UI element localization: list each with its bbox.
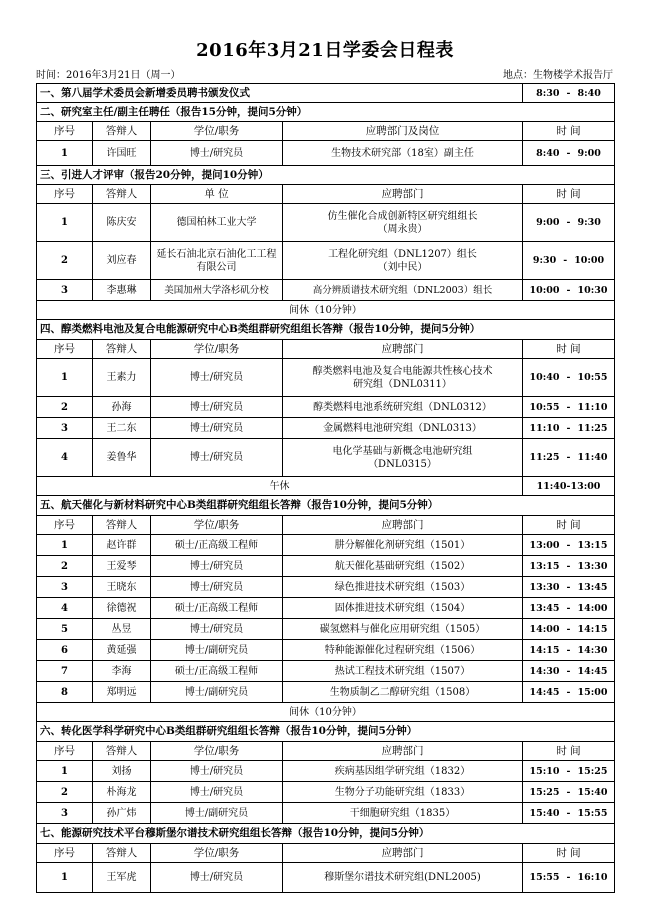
col-header: 时 间: [523, 844, 615, 863]
department: 碳氢燃料与催化应用研究组（1505）: [283, 619, 523, 640]
table-row: [37, 397, 615, 418]
section-title: 二、研究室主任/副主任聘任（报告15分钟，提问5分钟）: [37, 103, 615, 122]
table-row: [37, 204, 615, 242]
time-end: 15:00: [577, 686, 608, 698]
col-header: 时 间: [523, 185, 615, 204]
time-cell: 13:15 - 13:30: [523, 556, 615, 577]
table-row: [37, 640, 615, 661]
department: 金属燃料电池研究组（DNL0313）: [283, 418, 523, 439]
row-number: 5: [37, 619, 93, 640]
candidate-name: 郑明远: [93, 682, 151, 703]
time-start: 8:30: [536, 87, 560, 99]
department: 热试工程技术研究组（1507）: [283, 661, 523, 682]
time-end: 11:25: [577, 422, 608, 434]
time-cell: 11:10 - 11:25: [523, 418, 615, 439]
department-line-1: 工程化研究组（DNL1207）组长: [328, 248, 477, 260]
col-header: 序号: [37, 122, 93, 141]
col-header: 应聘部门: [283, 516, 523, 535]
time-start: 10:00: [529, 284, 560, 296]
time-end: 11:40: [577, 452, 608, 463]
row-number: 2: [37, 242, 93, 280]
unit: 美国加州大学洛杉矶分校: [151, 280, 283, 301]
time-start: 11:25: [529, 452, 560, 463]
time-end: 13:15: [577, 539, 608, 551]
degree-title: 博士/研究员: [151, 782, 283, 803]
col-header: 时 间: [523, 742, 615, 761]
break-label: 间休（10分钟）: [37, 703, 615, 722]
table-row: [37, 682, 615, 703]
row-number: 1: [37, 141, 93, 166]
col-header: 学位/职务: [151, 742, 283, 761]
time-end: 10:55: [577, 372, 608, 383]
time-end: 14:00: [577, 602, 608, 614]
degree-title: 博士/研究员: [151, 863, 283, 893]
candidate-name: 许国旺: [93, 141, 151, 166]
degree-title: 博士/研究员: [151, 619, 283, 640]
candidate-name: 王军虎: [93, 863, 151, 893]
break-time: 11:40-13:00: [523, 477, 615, 496]
section-title: 一、第八届学术委员会新增委员聘书颁发仪式: [37, 84, 523, 103]
table-row: [37, 863, 615, 893]
row-number: 3: [37, 803, 93, 824]
table-row: [37, 782, 615, 803]
header-row: [37, 844, 615, 863]
time-start: 14:15: [529, 644, 560, 656]
candidate-name: 丛昱: [93, 619, 151, 640]
degree-title: 博士/副研究员: [151, 640, 283, 661]
table-row: [37, 359, 615, 397]
candidate-name: 王素力: [93, 359, 151, 397]
department-line-1: 醇类燃料电池及复合电能源共性核心技术: [312, 365, 493, 377]
col-header: 应聘部门: [283, 742, 523, 761]
degree-title: 博士/研究员: [151, 577, 283, 598]
table-row: [37, 439, 615, 477]
time-cell: 14:30 - 14:45: [523, 661, 615, 682]
table-row: [37, 535, 615, 556]
header-row: [37, 340, 615, 359]
table-row: [37, 418, 615, 439]
col-header: 学位/职务: [151, 340, 283, 359]
unit: 德国柏林工业大学: [151, 204, 283, 242]
department: 生物分子功能研究组（1833）: [283, 782, 523, 803]
col-header: 答辩人: [93, 185, 151, 204]
header-row: [37, 742, 615, 761]
candidate-name: 王晓东: [93, 577, 151, 598]
time-end: 8:40: [577, 87, 601, 99]
department: 特种能源催化过程研究组（1506）: [283, 640, 523, 661]
time-end: 15:55: [577, 807, 608, 819]
section-5-row: [37, 496, 615, 516]
row-number: 4: [37, 598, 93, 619]
break-label: 午休: [37, 477, 523, 496]
department: 肼分解催化剂研究组（1501）: [283, 535, 523, 556]
time-start: 14:45: [529, 686, 560, 698]
time-end: 15:40: [577, 786, 608, 798]
row-number: 1: [37, 761, 93, 782]
time-cell: 15:10 - 15:25: [523, 761, 615, 782]
time-end: 14:15: [577, 623, 608, 635]
row-number: 4: [37, 439, 93, 477]
break-row: [37, 477, 615, 496]
degree-title: 博士/副研究员: [151, 682, 283, 703]
col-header: 学位/职务: [151, 844, 283, 863]
degree-title: 硕士/正高级工程师: [151, 535, 283, 556]
row-number: 8: [37, 682, 93, 703]
degree-title: 硕士/正高级工程师: [151, 598, 283, 619]
col-header: 时 间: [523, 516, 615, 535]
col-header: 答辩人: [93, 340, 151, 359]
col-header: 学位/职务: [151, 516, 283, 535]
time-end: 16:10: [577, 872, 608, 883]
break-row: [37, 301, 615, 320]
col-header: 单 位: [151, 185, 283, 204]
section-6-row: [37, 722, 615, 742]
department: 高分辨质谱技术研究组（DNL2003）组长: [283, 280, 523, 301]
page-title: 2016年3月21日学委会日程表: [196, 40, 454, 61]
time-cell: 8:30 - 8:40: [523, 84, 615, 103]
degree-title: 博士/研究员: [151, 359, 283, 397]
time-start: 10:40: [529, 372, 560, 383]
candidate-name: 王爱琴: [93, 556, 151, 577]
time-start: 15:25: [529, 786, 560, 798]
candidate-name: 刘扬: [93, 761, 151, 782]
degree-title: 硕士/正高级工程师: [151, 661, 283, 682]
degree-title: 博士/副研究员: [151, 803, 283, 824]
table-row: [37, 556, 615, 577]
department-line-2: （DNL0315）: [368, 458, 437, 470]
time-cell: 14:45 - 15:00: [523, 682, 615, 703]
time-end: 13:30: [577, 560, 608, 572]
time-cell: 13:45 - 14:00: [523, 598, 615, 619]
col-header: 应聘部门: [283, 844, 523, 863]
department-line-1: 仿生催化合成创新特区研究组组长: [327, 210, 478, 222]
time-cell: 14:00 - 14:15: [523, 619, 615, 640]
candidate-name: 刘应春: [93, 242, 151, 280]
unit: 延长石油北京石油化工工程有限公司: [151, 242, 283, 280]
candidate-name: 陈庆安: [93, 204, 151, 242]
table-row: [37, 619, 615, 640]
col-header: 序号: [37, 516, 93, 535]
time-cell: 15:25 - 15:40: [523, 782, 615, 803]
department: 生物质制乙二醇研究组（1508）: [283, 682, 523, 703]
department: 生物技术研究部（18室）副主任: [283, 141, 523, 166]
table-row: [37, 141, 615, 166]
time-end: 14:45: [577, 665, 608, 677]
degree-title: 博士/研究员: [151, 556, 283, 577]
schedule-table: [36, 83, 615, 893]
table-row: [37, 280, 615, 301]
table-row: [37, 577, 615, 598]
time-start: 9:30: [532, 255, 557, 266]
degree-title: 博士/研究员: [151, 418, 283, 439]
candidate-name: 李惠琳: [93, 280, 151, 301]
time-end: 11:10: [577, 401, 608, 413]
col-header: 序号: [37, 844, 93, 863]
col-header: 答辩人: [93, 844, 151, 863]
time-cell: 10:00 - 10:30: [523, 280, 615, 301]
meeting-date: 时间：2016年3月21日（周一）: [36, 70, 181, 81]
row-number: 2: [37, 556, 93, 577]
time-start: 8:40: [536, 147, 560, 159]
candidate-name: 徐德祝: [93, 598, 151, 619]
department: 干细胞研究组（1835）: [283, 803, 523, 824]
time-cell: 9:30 - 10:00: [523, 242, 615, 280]
row-number: 3: [37, 577, 93, 598]
header-row: [37, 122, 615, 141]
time-start: 14:00: [529, 623, 560, 635]
section-3-row: [37, 166, 615, 185]
department: 航天催化基础研究组（1502）: [283, 556, 523, 577]
degree-title: 博士/研究员: [151, 761, 283, 782]
candidate-name: 孙海: [93, 397, 151, 418]
table-row: [37, 661, 615, 682]
col-header: 应聘部门: [283, 185, 523, 204]
section-title: 三、引进人才评审（报告20分钟，提问10分钟）: [37, 166, 615, 185]
department: 醇类燃料电池系统研究组（DNL0312）: [283, 397, 523, 418]
col-header: 答辩人: [93, 122, 151, 141]
table-row: [37, 598, 615, 619]
col-header: 时 间: [523, 340, 615, 359]
department: [283, 439, 523, 477]
time-end: 10:00: [574, 255, 605, 266]
time-end: 9:30: [577, 217, 601, 228]
candidate-name: 朴海龙: [93, 782, 151, 803]
time-cell: 15:55 - 16:10: [523, 863, 615, 893]
time-start: 15:40: [529, 807, 560, 819]
time-cell: 13:30 - 13:45: [523, 577, 615, 598]
header-row: [37, 516, 615, 535]
col-header: 序号: [37, 742, 93, 761]
department-line-2: （周永贵）: [377, 223, 428, 235]
row-number: 3: [37, 418, 93, 439]
col-header: 答辩人: [93, 742, 151, 761]
col-header: 序号: [37, 185, 93, 204]
time-cell: 10:55 - 11:10: [523, 397, 615, 418]
candidate-name: 黄延强: [93, 640, 151, 661]
break-label: 间休（10分钟）: [37, 301, 615, 320]
col-header: 应聘部门: [283, 340, 523, 359]
time-end: 9:00: [577, 147, 601, 159]
section-title: 七、能源研究技术平台穆斯堡尔谱技术研究组组长答辩（报告10分钟，提问5分钟）: [37, 824, 615, 844]
section-2-row: [37, 103, 615, 122]
break-row: [37, 703, 615, 722]
department: [283, 204, 523, 242]
time-start: 15:10: [529, 765, 560, 777]
department-line-2: 研究组（DNL0311）: [353, 378, 452, 390]
row-number: 3: [37, 280, 93, 301]
row-number: 2: [37, 782, 93, 803]
time-cell: 8:40 - 9:00: [523, 141, 615, 166]
time-cell: 11:25 - 11:40: [523, 439, 615, 477]
time-start: 11:10: [529, 422, 560, 434]
col-header: 答辩人: [93, 516, 151, 535]
row-number: 7: [37, 661, 93, 682]
col-header: 时 间: [523, 122, 615, 141]
col-header: 序号: [37, 340, 93, 359]
schedule-body: [37, 84, 615, 893]
time-start: 13:45: [529, 602, 560, 614]
candidate-name: 王二东: [93, 418, 151, 439]
time-end: 15:25: [577, 765, 608, 777]
row-number: 6: [37, 640, 93, 661]
department: [283, 242, 523, 280]
time-cell: 15:40 - 15:55: [523, 803, 615, 824]
table-row: [37, 761, 615, 782]
section-4-row: [37, 320, 615, 340]
section-title: 六、转化医学科学研究中心B类组群研究组组长答辩（报告10分钟，提问5分钟）: [37, 722, 615, 742]
time-cell: 13:00 - 13:15: [523, 535, 615, 556]
time-start: 13:15: [529, 560, 560, 572]
time-start: 13:30: [529, 581, 560, 593]
department: 绿色推进技术研究组（1503）: [283, 577, 523, 598]
department-line-1: 电化学基础与新概念电池研究组: [332, 445, 473, 457]
time-start: 13:00: [529, 539, 560, 551]
degree-title: 博士/研究员: [151, 141, 283, 166]
department: 穆斯堡尔谱技术研究组(DNL2005): [283, 863, 523, 893]
table-row: [37, 242, 615, 280]
header-row: [37, 185, 615, 204]
department: 疾病基因组学研究组（1832）: [283, 761, 523, 782]
time-end: 14:30: [577, 644, 608, 656]
time-start: 10:55: [529, 401, 560, 413]
time-start: 9:00: [536, 217, 560, 228]
row-number: 1: [37, 204, 93, 242]
col-header: 应聘部门及岗位: [283, 122, 523, 141]
time-cell: 14:15 - 14:30: [523, 640, 615, 661]
row-number: 2: [37, 397, 93, 418]
time-end: 10:30: [577, 284, 608, 296]
col-header: 学位/职务: [151, 122, 283, 141]
degree-title: 博士/研究员: [151, 439, 283, 477]
department: [283, 359, 523, 397]
time-end: 13:45: [577, 581, 608, 593]
row-number: 1: [37, 359, 93, 397]
section-7-row: [37, 824, 615, 844]
candidate-name: 赵许群: [93, 535, 151, 556]
section-1-row: [37, 84, 615, 103]
section-title: 五、航天催化与新材料研究中心B类组群研究组组长答辩（报告10分钟，提问5分钟）: [37, 496, 615, 516]
candidate-name: 孙广炜: [93, 803, 151, 824]
row-number: 1: [37, 535, 93, 556]
table-row: [37, 803, 615, 824]
candidate-name: 李海: [93, 661, 151, 682]
time-start: 15:55: [529, 872, 560, 883]
time-cell: 10:40 - 10:55: [523, 359, 615, 397]
row-number: 1: [37, 863, 93, 893]
candidate-name: 姜鲁华: [93, 439, 151, 477]
department: 固体推进技术研究组（1504）: [283, 598, 523, 619]
section-title: 四、醇类燃料电池及复合电能源研究中心B类组群研究组组长答辩（报告10分钟，提问5分钟）: [37, 320, 615, 340]
degree-title: 博士/研究员: [151, 397, 283, 418]
meeting-location: 地点：生物楼学术报告厅: [503, 70, 613, 81]
time-start: 14:30: [529, 665, 560, 677]
time-cell: 9:00 - 9:30: [523, 204, 615, 242]
department-line-2: （刘中民）: [377, 261, 428, 273]
